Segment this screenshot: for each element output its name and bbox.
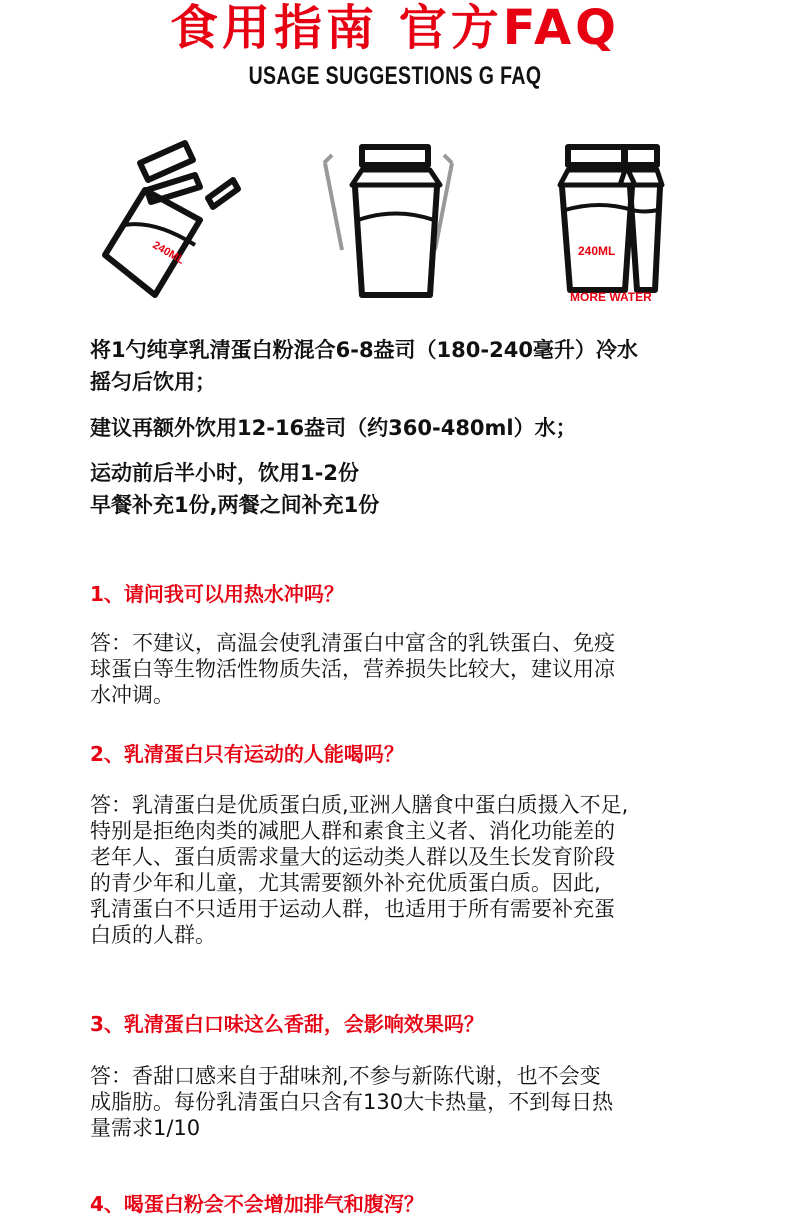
faq-answer-line: 白质的人群。 [90,923,216,947]
faq-answer [90,792,730,948]
more-water-shaker-icon [560,147,662,304]
usage-line: 早餐补充1份,两餐之间补充1份 [90,493,380,517]
faq-answer-line: 量需求1/10 [90,1116,201,1140]
usage-line: 运动前后半小时，饮用1-2份 [90,461,359,485]
usage-line: 建议再额外饮用12-16盎司（约360-480ml）水； [90,416,577,440]
scoop-pour-icon [105,143,238,295]
faq-question: 2、乳清蛋白只有运动的人能喝吗？ [90,742,404,766]
usage-line: 摇匀后饮用； [90,370,216,394]
page-title: 食用指南 官方FAQ [170,0,620,56]
faq-answer-line: 答：香甜口感来自于甜味剂,不参与新陈代谢，也不会变 [90,1064,601,1088]
faq-question: 3、乳清蛋白口味这么香甜，会影响效果吗？ [90,1012,484,1036]
shaker-shake-icon [324,147,452,295]
container-volume-label: 240ML [150,239,187,267]
faq-answer-line: 球蛋白等生物活性物质失活，营养损失比较大，建议用凉 [90,657,615,681]
faq-answer-line: 老年人、蛋白质需求量大的运动类人群以及生长发育阶段 [90,845,615,869]
usage-line: 将1勺纯享乳清蛋白粉混合6-8盎司（180-240毫升）冷水 [90,338,638,362]
more-water-label: MORE WATER [570,290,652,304]
page-subtitle: USAGE SUGGESTIONS G FAQ [248,62,542,90]
faq-answer-line: 答：不建议，高温会使乳清蛋白中富含的乳铁蛋白、免疫 [90,631,615,655]
shaker-volume-label: 240ML [578,244,616,258]
faq-answer [90,1063,730,1141]
faq-answer-line: 乳清蛋白不只适用于运动人群，也适用于所有需要补充蛋 [90,897,615,921]
faq-question: 1、请问我可以用热水冲吗？ [90,582,344,606]
faq-question: 4、喝蛋白粉会不会增加排气和腹泻？ [90,1192,424,1216]
faq-answer [90,630,730,708]
usage-illustration [100,135,700,310]
faq-answer-line: 成脂肪。每份乳清蛋白只含有130大卡热量，不到每日热 [90,1090,614,1114]
faq-answer-line: 答：乳清蛋白是优质蛋白质,亚洲人膳食中蛋白质摄入不足, [90,793,629,817]
faq-answer-line: 的青少年和儿童，尤其需要额外补充优质蛋白质。因此, [90,871,601,895]
faq-answer-line: 特别是拒绝肉类的减肥人群和素食主义者、消化功能差的 [90,819,615,843]
faq-answer-line: 水冲调。 [90,683,174,707]
